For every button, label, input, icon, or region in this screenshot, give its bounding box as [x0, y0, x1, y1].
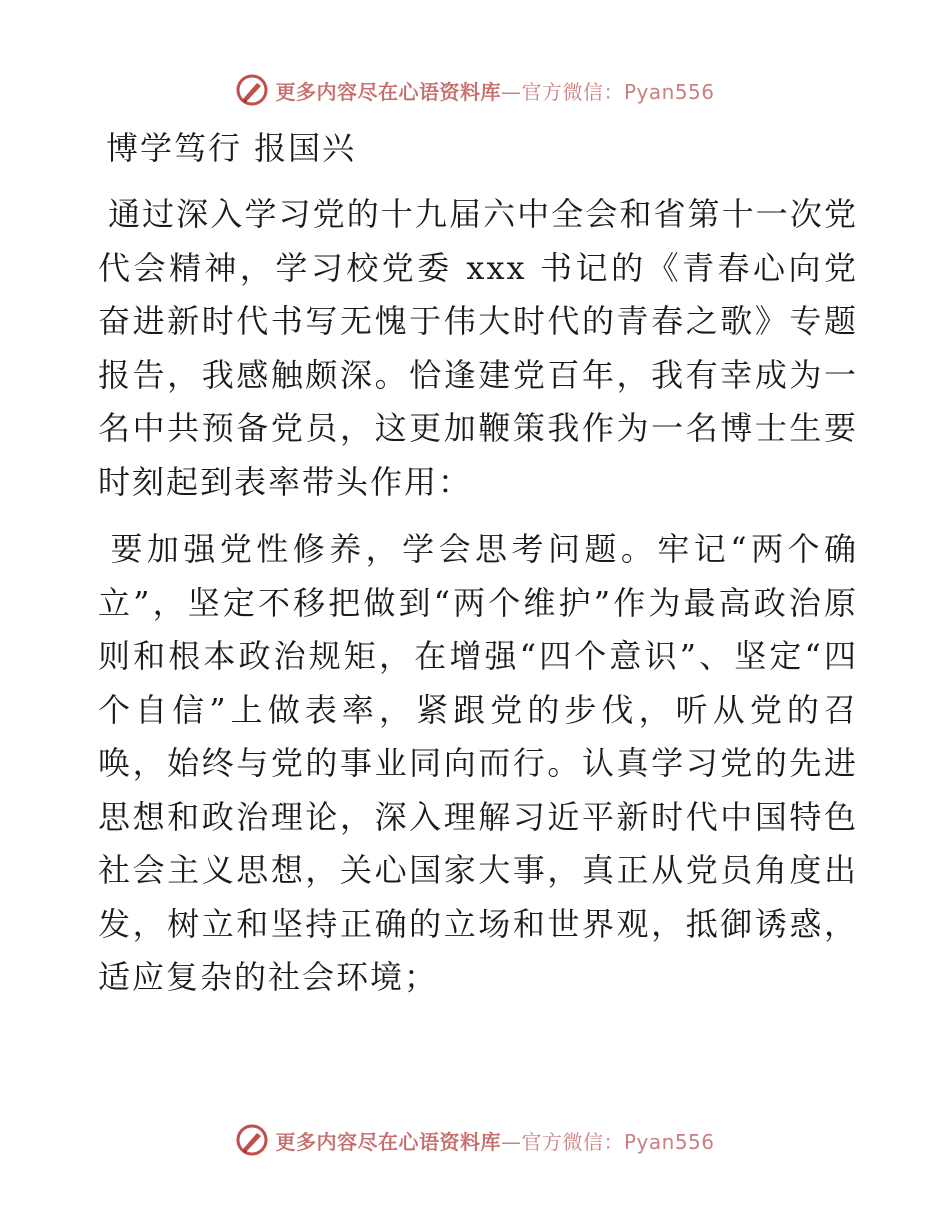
- watermark-separator: —: [500, 1129, 522, 1154]
- document-body: [98, 122, 858, 1019]
- watermark-wechat-id: Pyan556: [623, 1129, 715, 1154]
- watermark-text: [275, 76, 714, 105]
- watermark-brand: 更多内容尽在心语资料库: [275, 79, 501, 104]
- pen-logo-icon: [235, 1123, 269, 1157]
- watermark-wechat-id: Pyan556: [623, 79, 715, 104]
- watermark-wechat-label: 官方微信：: [521, 1129, 624, 1154]
- paragraph-intro: [98, 188, 858, 509]
- document-title: 博学笃行 报国兴: [106, 129, 357, 167]
- watermark-wechat-label: 官方微信：: [521, 79, 624, 104]
- paragraph-party-spirit: [98, 523, 858, 1005]
- watermark-banner-bottom: [0, 1120, 950, 1160]
- watermark-separator: —: [500, 79, 522, 104]
- watermark-banner-top: [0, 70, 950, 110]
- pen-logo-icon: [235, 73, 269, 107]
- watermark-brand: 更多内容尽在心语资料库: [275, 1129, 501, 1154]
- watermark-text: [275, 1126, 714, 1155]
- paragraph-intro-text: 通过深入学习党的十九届六中全会和省第十一次党代会精神，学习校党委 xxx 书记的《青春心向党 奋进新时代书写无愧于伟大时代的青春之歌》专题报告，我感触颇深。恰逢建党百年，我有幸成为一名中共预备党员，这更加鞭策我作为一名博士生要时刻起到表率带头作用：: [98, 195, 858, 501]
- paragraph-party-spirit-text: 要加强党性修养，学会思考问题。牢记“两个确立”，坚定不移把做到“两个维护”作为最高政治原则和根本政治规矩，在增强“四个意识”、坚定“四个自信”上做表率，紧跟党的步伐，听从党的召唤，始终与党的事业同向而行。认真学习党的先进思想和政治理论，深入理解习近平新时代中国特色社会主义思想，关心国家大事，真正从党员角度出发，树立和坚持正确的立场和世界观，抵御诱惑，适应复杂的社会环境；: [98, 530, 858, 996]
